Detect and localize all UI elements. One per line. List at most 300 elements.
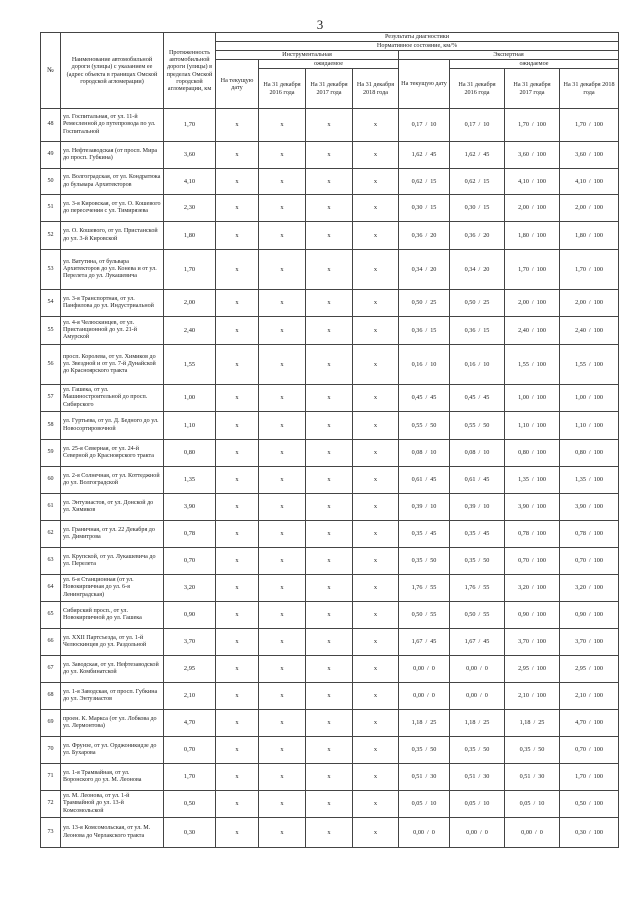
value-km: 0,80	[518, 449, 529, 457]
value-km: 3,90	[575, 503, 586, 511]
instrumental-value: x	[306, 521, 353, 548]
value-separator: /	[425, 231, 428, 239]
instrumental-value: x	[259, 656, 306, 683]
road-name: ул. Энтузиастов, от ул. Донской до ул. Химиков	[61, 494, 164, 521]
instrumental-value: x	[259, 764, 306, 791]
table-row	[41, 290, 619, 317]
table-row	[41, 764, 619, 791]
expert-value	[560, 467, 619, 494]
value-km: 1,35	[518, 476, 529, 484]
instrumental-value: x	[216, 109, 259, 142]
value-km: 1,70	[575, 265, 586, 273]
table-row	[41, 602, 619, 629]
value-km: 0,50	[411, 299, 423, 307]
road-length: 2,10	[164, 683, 216, 710]
value-percent: 100	[536, 638, 546, 646]
expert-value	[560, 683, 619, 710]
expert-value	[505, 629, 560, 656]
expert-value	[505, 791, 560, 818]
expert-value	[450, 345, 505, 385]
expert-value	[505, 440, 560, 467]
table-row	[41, 109, 619, 142]
instrumental-value: x	[216, 385, 259, 412]
value-km: 0,08	[411, 449, 423, 457]
value-separator: /	[478, 231, 481, 239]
value-separator: /	[588, 665, 591, 673]
value-separator: /	[425, 557, 428, 565]
value-percent: 15	[483, 204, 490, 212]
expert-value	[560, 548, 619, 575]
value-percent: 100	[536, 299, 546, 307]
value-separator: /	[425, 611, 428, 619]
expert-value	[399, 710, 450, 737]
value-km: 1,18	[411, 719, 423, 727]
instrumental-value: x	[259, 109, 306, 142]
instrumental-value: x	[306, 764, 353, 791]
expert-value	[399, 345, 450, 385]
value-percent: 100	[536, 151, 546, 159]
table-row	[41, 575, 619, 602]
instrumental-value: x	[216, 142, 259, 169]
value-percent: 10	[483, 360, 490, 368]
expert-value	[450, 317, 505, 345]
instrumental-value: x	[306, 142, 353, 169]
value-percent: 100	[593, 121, 603, 129]
road-name: ул. Граничная, от ул. 22 Декабря до ул. Димитрова	[61, 521, 164, 548]
instrumental-value: x	[216, 710, 259, 737]
value-km: 0,30	[464, 204, 476, 212]
instrumental-value: x	[259, 710, 306, 737]
road-length: 1,35	[164, 467, 216, 494]
value-percent: 15	[483, 177, 490, 185]
value-km: 0,70	[575, 557, 586, 565]
value-percent: 100	[593, 177, 603, 185]
table-row	[41, 195, 619, 222]
expert-value	[560, 412, 619, 440]
value-percent: 50	[430, 746, 437, 754]
instrumental-value: x	[216, 737, 259, 764]
road-name: ул. Крупской, от ул. Лукашевича до ул. Перелета	[61, 548, 164, 575]
value-km: 0,35	[464, 530, 476, 538]
value-percent: 100	[593, 299, 603, 307]
value-percent: 100	[593, 611, 603, 619]
value-km: 0,00	[466, 665, 477, 673]
value-separator: /	[425, 746, 428, 754]
value-separator: /	[478, 611, 481, 619]
value-separator: /	[533, 719, 536, 727]
instrumental-value: x	[353, 548, 399, 575]
road-name: ул. Гуртьева, от ул. Д. Бедного до ул. Новосортировочной	[61, 412, 164, 440]
value-separator: /	[425, 530, 428, 538]
value-km: 0,35	[464, 557, 476, 565]
value-percent: 25	[430, 299, 437, 307]
value-km: 0,61	[464, 476, 476, 484]
value-km: 0,35	[411, 557, 423, 565]
header-instrumental: Инструментальная	[216, 51, 399, 60]
road-name: ул. Нефтезаводская (от просп. Мира до просп. Губкина)	[61, 142, 164, 169]
road-name: ул. Волгоградская, от ул. Кондратюка до бульвара Архитекторов	[61, 169, 164, 195]
header-exp-2016: На 31 декабря 2016 года	[450, 69, 505, 109]
value-percent: 100	[593, 204, 603, 212]
value-percent: 25	[483, 299, 490, 307]
road-length: 0,50	[164, 791, 216, 818]
value-km: 1,76	[411, 584, 423, 592]
expert-value	[450, 548, 505, 575]
value-separator: /	[478, 638, 481, 646]
row-number: 55	[41, 317, 61, 345]
value-km: 4,10	[518, 177, 529, 185]
instrumental-value: x	[353, 521, 399, 548]
value-percent: 100	[536, 421, 546, 429]
value-percent: 100	[593, 231, 603, 239]
value-percent: 0	[484, 692, 488, 700]
row-number: 63	[41, 548, 61, 575]
expert-value	[399, 548, 450, 575]
value-percent: 10	[430, 360, 437, 368]
expert-value	[505, 521, 560, 548]
instrumental-value: x	[306, 818, 353, 848]
row-number: 59	[41, 440, 61, 467]
instrumental-value: x	[216, 440, 259, 467]
value-separator: /	[588, 231, 591, 239]
instrumental-value: x	[353, 440, 399, 467]
value-km: 0,05	[519, 800, 531, 808]
instrumental-value: x	[353, 169, 399, 195]
expert-value	[450, 683, 505, 710]
value-separator: /	[478, 773, 481, 781]
instrumental-value: x	[353, 222, 399, 250]
value-km: 2,00	[518, 299, 529, 307]
expert-value	[505, 222, 560, 250]
value-separator: /	[531, 665, 534, 673]
value-percent: 30	[430, 773, 437, 781]
value-percent: 100	[593, 773, 603, 781]
instrumental-value: x	[216, 656, 259, 683]
value-km: 1,80	[575, 231, 586, 239]
header-instr-2016: На 31 декабря 2016 года	[259, 69, 306, 109]
value-percent: 20	[483, 265, 490, 273]
road-name: ул. 6-я Станционная (от ул. Новокирпичная до ул. 6-я Ленинградская)	[61, 575, 164, 602]
road-length: 0,70	[164, 548, 216, 575]
value-km: 0,35	[411, 530, 423, 538]
value-km: 2,10	[518, 692, 529, 700]
value-km: 0,00	[466, 828, 477, 836]
value-km: 1,70	[575, 121, 586, 129]
value-km: 0,78	[575, 530, 586, 538]
expert-value	[450, 440, 505, 467]
row-number: 58	[41, 412, 61, 440]
value-km: 0,70	[518, 557, 529, 565]
row-number: 49	[41, 142, 61, 169]
value-separator: /	[425, 584, 428, 592]
row-number: 64	[41, 575, 61, 602]
value-km: 0,50	[575, 800, 586, 808]
expert-value	[450, 764, 505, 791]
value-km: 0,00	[413, 665, 424, 673]
expert-value	[450, 710, 505, 737]
value-percent: 45	[430, 394, 437, 402]
value-separator: /	[588, 638, 591, 646]
road-length: 0,78	[164, 521, 216, 548]
table-row	[41, 345, 619, 385]
expert-value	[505, 764, 560, 791]
instrumental-value: x	[306, 467, 353, 494]
value-km: 0,17	[464, 121, 476, 129]
instrumental-value: x	[306, 737, 353, 764]
instrumental-value: x	[353, 764, 399, 791]
value-separator: /	[531, 638, 534, 646]
value-percent: 45	[430, 638, 437, 646]
value-separator: /	[425, 476, 428, 484]
row-number: 50	[41, 169, 61, 195]
value-separator: /	[531, 231, 534, 239]
expert-value	[560, 109, 619, 142]
value-km: 0,45	[411, 394, 423, 402]
instrumental-value: x	[216, 195, 259, 222]
value-percent: 45	[430, 530, 437, 538]
value-percent: 15	[430, 326, 437, 334]
value-percent: 50	[483, 746, 490, 754]
value-percent: 55	[483, 611, 490, 619]
value-separator: /	[531, 360, 534, 368]
instrumental-value: x	[353, 317, 399, 345]
table-header	[41, 33, 619, 109]
value-km: 0,17	[411, 121, 423, 129]
road-name: проен. К. Маркса (от ул. Лобкова до ул. Лермонтова)	[61, 710, 164, 737]
value-separator: /	[425, 121, 428, 129]
value-km: 3,20	[575, 584, 586, 592]
value-separator: /	[478, 394, 481, 402]
instrumental-value: x	[216, 494, 259, 521]
value-km: 0,45	[464, 394, 476, 402]
instrumental-value: x	[306, 195, 353, 222]
value-km: 0,00	[521, 828, 532, 836]
expert-value	[560, 629, 619, 656]
value-percent: 100	[593, 800, 603, 808]
value-separator: /	[535, 828, 537, 836]
value-km: 0,34	[464, 265, 476, 273]
expert-value	[505, 317, 560, 345]
value-percent: 100	[593, 584, 603, 592]
expert-value	[560, 169, 619, 195]
instrumental-value: x	[353, 494, 399, 521]
value-separator: /	[531, 121, 534, 129]
value-km: 1,80	[518, 231, 529, 239]
table-row	[41, 317, 619, 345]
expert-value	[450, 169, 505, 195]
value-percent: 100	[593, 476, 603, 484]
table-row	[41, 440, 619, 467]
instrumental-value: x	[259, 791, 306, 818]
value-separator: /	[588, 611, 591, 619]
road-length: 1,70	[164, 109, 216, 142]
value-separator: /	[588, 326, 591, 334]
value-percent: 10	[430, 503, 437, 511]
value-percent: 20	[430, 265, 437, 273]
instrumental-value: x	[306, 629, 353, 656]
value-separator: /	[478, 503, 481, 511]
value-separator: /	[427, 665, 429, 673]
value-percent: 100	[593, 557, 603, 565]
value-percent: 100	[536, 265, 546, 273]
instrumental-value: x	[306, 494, 353, 521]
table-row	[41, 385, 619, 412]
value-separator: /	[531, 204, 534, 212]
value-separator: /	[533, 800, 536, 808]
instrumental-value: x	[259, 142, 306, 169]
value-separator: /	[531, 421, 534, 429]
value-km: 3,60	[575, 151, 586, 159]
expert-value	[399, 575, 450, 602]
value-percent: 100	[536, 360, 546, 368]
value-km: 1,67	[464, 638, 476, 646]
road-length: 1,70	[164, 764, 216, 791]
road-length: 1,80	[164, 222, 216, 250]
row-number: 69	[41, 710, 61, 737]
value-km: 0,90	[518, 611, 529, 619]
value-km: 0,36	[411, 231, 423, 239]
expert-value	[505, 169, 560, 195]
row-number: 60	[41, 467, 61, 494]
value-percent: 100	[536, 177, 546, 185]
expert-value	[450, 791, 505, 818]
instrumental-value: x	[216, 602, 259, 629]
value-km: 0,30	[411, 204, 423, 212]
instrumental-value: x	[306, 548, 353, 575]
road-length: 3,20	[164, 575, 216, 602]
value-km: 2,00	[575, 204, 586, 212]
value-percent: 55	[483, 584, 490, 592]
instrumental-value: x	[353, 737, 399, 764]
value-km: 2,40	[518, 326, 529, 334]
instrumental-value: x	[306, 169, 353, 195]
expert-value	[560, 737, 619, 764]
value-separator: /	[588, 177, 591, 185]
header-instr-2018: На 31 декабря 2018 года	[353, 69, 399, 109]
instrumental-value: x	[306, 345, 353, 385]
page-number: 3	[316, 17, 324, 32]
value-km: 1,00	[575, 394, 586, 402]
instrumental-value: x	[259, 317, 306, 345]
instrumental-value: x	[306, 710, 353, 737]
instrumental-value: x	[216, 575, 259, 602]
instrumental-value: x	[353, 345, 399, 385]
instrumental-value: x	[216, 521, 259, 548]
instrumental-value: x	[353, 575, 399, 602]
instrumental-value: x	[353, 791, 399, 818]
value-percent: 0	[431, 692, 435, 700]
value-percent: 100	[593, 828, 603, 836]
road-name: ул. 3-я Кировская, от ул. О. Кошевого до пересечения с ул. Тимирязева	[61, 195, 164, 222]
road-length: 1,10	[164, 412, 216, 440]
expert-value	[450, 494, 505, 521]
value-separator: /	[478, 746, 481, 754]
expert-value	[505, 142, 560, 169]
value-separator: /	[588, 449, 591, 457]
value-separator: /	[531, 476, 534, 484]
value-percent: 100	[536, 326, 546, 334]
table-row	[41, 494, 619, 521]
expert-value	[505, 345, 560, 385]
value-percent: 45	[483, 638, 490, 646]
instrumental-value: x	[259, 629, 306, 656]
instrumental-value: x	[259, 412, 306, 440]
value-percent: 100	[536, 557, 546, 565]
instrumental-value: x	[353, 412, 399, 440]
row-number: 48	[41, 109, 61, 142]
value-separator: /	[531, 449, 534, 457]
value-percent: 10	[483, 503, 490, 511]
value-percent: 100	[593, 692, 603, 700]
value-percent: 10	[430, 800, 437, 808]
value-km: 0,50	[464, 611, 476, 619]
value-separator: /	[425, 638, 428, 646]
value-km: 0,36	[464, 231, 476, 239]
value-separator: /	[531, 299, 534, 307]
expert-value	[450, 109, 505, 142]
header-exp-2017: На 31 декабря 2017 года	[505, 69, 560, 109]
header-exp-2018: На 31 декабря 2018 года	[560, 69, 619, 109]
value-separator: /	[531, 265, 534, 273]
value-percent: 45	[430, 476, 437, 484]
value-percent: 100	[593, 665, 603, 673]
value-km: 0,51	[411, 773, 423, 781]
instrumental-value: x	[353, 656, 399, 683]
value-separator: /	[478, 530, 481, 538]
value-km: 1,62	[464, 151, 476, 159]
value-percent: 50	[430, 557, 437, 565]
value-km: 1,55	[575, 360, 586, 368]
road-length: 0,90	[164, 602, 216, 629]
value-km: 4,10	[575, 177, 586, 185]
instrumental-value: x	[353, 629, 399, 656]
value-separator: /	[531, 692, 534, 700]
value-percent: 45	[483, 151, 490, 159]
value-separator: /	[478, 265, 481, 273]
expert-value	[505, 683, 560, 710]
expert-value	[450, 467, 505, 494]
expert-value	[450, 385, 505, 412]
value-km: 1,62	[411, 151, 423, 159]
header-results: Результаты диагностики	[216, 33, 619, 42]
instrumental-value: x	[306, 412, 353, 440]
instrumental-value: x	[216, 467, 259, 494]
instrumental-value: x	[216, 764, 259, 791]
row-number: 62	[41, 521, 61, 548]
expert-value	[450, 737, 505, 764]
value-km: 0,08	[464, 449, 476, 457]
value-separator: /	[478, 151, 481, 159]
table-row	[41, 737, 619, 764]
instrumental-value: x	[259, 169, 306, 195]
value-km: 0,39	[411, 503, 423, 511]
expert-value	[399, 109, 450, 142]
value-km: 2,95	[518, 665, 529, 673]
value-separator: /	[425, 719, 428, 727]
expert-value	[505, 385, 560, 412]
value-km: 2,00	[518, 204, 529, 212]
row-number: 65	[41, 602, 61, 629]
value-km: 1,18	[519, 719, 531, 727]
value-percent: 20	[430, 231, 437, 239]
row-number: 56	[41, 345, 61, 385]
value-percent: 0	[484, 828, 488, 836]
value-percent: 0	[539, 828, 543, 836]
instrumental-value: x	[306, 602, 353, 629]
expert-value	[560, 290, 619, 317]
expert-value	[450, 290, 505, 317]
expert-value	[560, 222, 619, 250]
